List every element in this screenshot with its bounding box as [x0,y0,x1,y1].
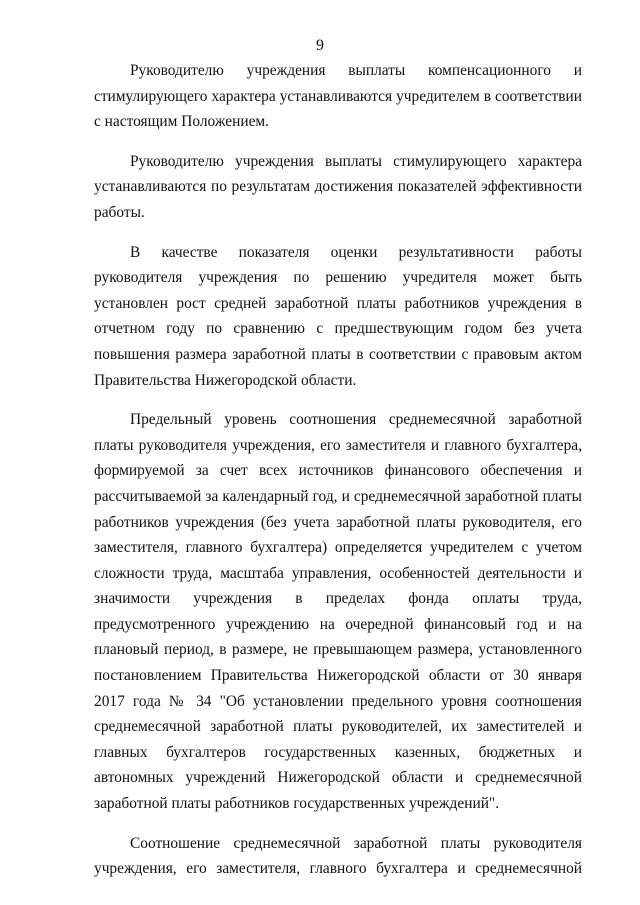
paragraph-salary-ratio-continued: Соотношение среднемесячной заработной платы руководителя учреждения, его заместителя, главного бухгалтера и среднемесячной [94,834,582,878]
paragraph-incentive-payments: Руководителю учреждения выплаты стимулирующего характера устанавливаются по результатам достижения показателей эффективности работы. [94,152,582,221]
page-number: 9 [316,37,324,54]
paragraph-performance-indicator: В качестве показателя оценки результативности работы руководителя учреждения по решению учредителя может быть установлен рост средней заработной платы работников учреждения в отчетном году по сравнению с предшествующим годом без учета повышения размера заработной платы в соответствии с правовым актом Правительства Нижегородской области. [94,243,582,389]
document-body [94,58,582,882]
paragraph-salary-ratio-limit: Предельный уровень соотношения среднемесячной заработной платы руководителя учреждения, его заместителя и главного бухгалтера, формируемой за счет всех источников финансового обеспечения и рассчитываемой за календарный год, и среднемесячной заработной платы работников учреждения (без учета заработной платы руководителя, его заместителя, главного бухгалтера) определяется учредителем с учетом сложности труда, масштаба управления, особенностей деятельности и значимости учреждения в пределах фонда оплаты труда, предусмотренного учреждению на очередной финансовый год и на плановый период, в размере, не превышающем размера, установленного постановлением Правительства Нижегородской области от 30 января 2017 года № 34 "Об установлении предельного уровня соотношения среднемесячной заработной платы руководителей, их заместителей и главных бухгалтеров государственных казенных, бюджетных и автономных учреждений Нижегородской области и среднемесячной заработной платы работников государственных учреждений". [94,411,582,813]
paragraph-director-payments: Руководителю учреждения выплаты компенсационного и стимулирующего характера устанавливаются учредителем в соответствии с настоящим Положением. [94,62,582,131]
